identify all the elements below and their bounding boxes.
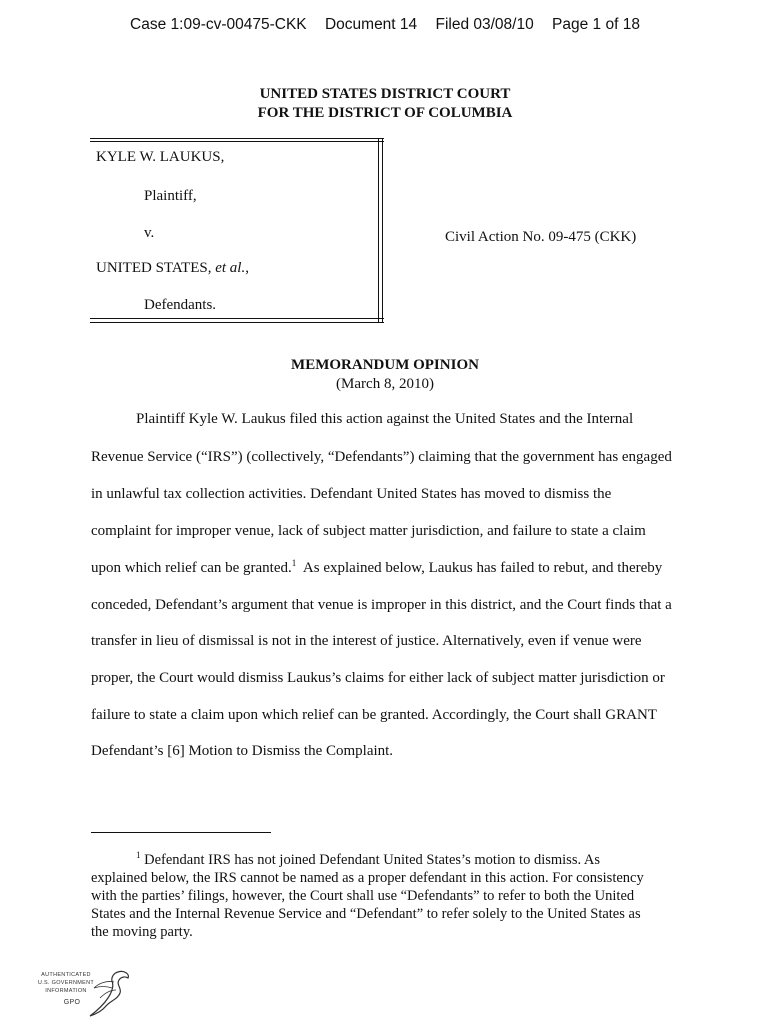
- plaintiff-role: Plaintiff,: [144, 188, 197, 204]
- caption-border: [90, 322, 384, 323]
- opinion-date: (March 8, 2010): [336, 376, 434, 392]
- defendant-name: [96, 260, 249, 277]
- footnote-ref[interactable]: 1: [291, 558, 297, 568]
- eagle-icon: [88, 968, 133, 1018]
- civil-action-number: Civil Action No. 09-475 (CKK): [445, 229, 637, 245]
- defendant-name-text: UNITED STATES,: [96, 260, 216, 276]
- body-line-10: Defendant’s [6] Motion to Dismiss the Complaint.: [91, 743, 394, 759]
- document-number: Document 14: [324, 16, 418, 33]
- case-header: [0, 16, 770, 34]
- seal-line-3: INFORMATION: [45, 988, 87, 994]
- court-line-1: UNITED STATES DISTRICT COURT: [259, 86, 511, 102]
- body-line-6: conceded, Defendant’s argument that venue is improper in this district, and the Court finds that a: [91, 597, 672, 613]
- seal-line-2: U.S. GOVERNMENT: [37, 980, 95, 986]
- caption-border: [90, 141, 384, 142]
- defendant-role: Defendants.: [144, 297, 217, 313]
- caption-border: [90, 318, 384, 319]
- filed-date: Filed 03/08/10: [435, 16, 534, 33]
- opinion-title: MEMORANDUM OPINION: [291, 357, 479, 373]
- body-line-3: in unlawful tax collection activities. Defendant United States has moved to dismiss the: [91, 486, 612, 502]
- seal-line-1: AUTHENTICATED: [41, 972, 91, 978]
- case-caption-box: [90, 138, 384, 324]
- case-number: Case 1:09-cv-00475-CKK: [130, 16, 307, 33]
- body-line-5-text-a: upon which relief can be granted.: [91, 560, 292, 576]
- body-line-2: Revenue Service (“IRS”) (collectively, “Defendants”) claiming that the government has engaged: [91, 449, 672, 465]
- body-line-1: Plaintiff Kyle W. Laukus filed this action against the United States and the Internal: [136, 411, 634, 427]
- body-line-9: failure to state a claim upon which relief can be granted. Accordingly, the Court shall GRANT: [91, 707, 657, 723]
- gpo-authentication-seal: [30, 968, 135, 1018]
- court-line-2: FOR THE DISTRICT OF COLUMBIA: [257, 105, 513, 121]
- seal-line-4: GPO: [63, 999, 81, 1006]
- footnote-line-5: the moving party.: [91, 924, 193, 940]
- body-line-7: transfer in lieu of dismissal is not in the interest of justice. Alternatively, even if venue were: [91, 633, 642, 649]
- body-line-5-text-b: As explained below, Laukus has failed to rebut, and thereby: [296, 560, 663, 576]
- court-name: [0, 85, 770, 123]
- body-line-5: [91, 560, 662, 577]
- versus: v.: [144, 225, 155, 241]
- footnote-line-2: explained below, the IRS cannot be named as a proper defendant in this action. For consistency: [91, 870, 644, 886]
- footnote-divider: [91, 832, 271, 833]
- page-number: Page 1 of 18: [552, 16, 640, 33]
- caption-border: [378, 138, 379, 323]
- footnote-line-4: States and the Internal Revenue Service and “Defendant” to refer solely to the United States as: [91, 906, 641, 922]
- body-line-8: proper, the Court would dismiss Laukus’s claims for either lack of subject matter jurisdiction or: [91, 670, 665, 686]
- footnote-marker: 1: [136, 850, 141, 861]
- et-al: et al.: [215, 260, 246, 276]
- footnote-line-3: with the parties’ filings, however, the Court shall use “Defendants” to refer to both the United: [91, 888, 635, 904]
- plaintiff-name: KYLE W. LAUKUS,: [96, 149, 225, 165]
- footnote-line-1: [136, 852, 600, 869]
- footnote-line-1-text: Defendant IRS has not joined Defendant United States’s motion to dismiss. As: [140, 852, 601, 868]
- caption-border: [90, 138, 384, 139]
- defendant-comma: ,: [245, 260, 249, 276]
- body-line-4: complaint for improper venue, lack of subject matter jurisdiction, and failure to state a claim: [91, 523, 646, 539]
- caption-border: [382, 138, 383, 323]
